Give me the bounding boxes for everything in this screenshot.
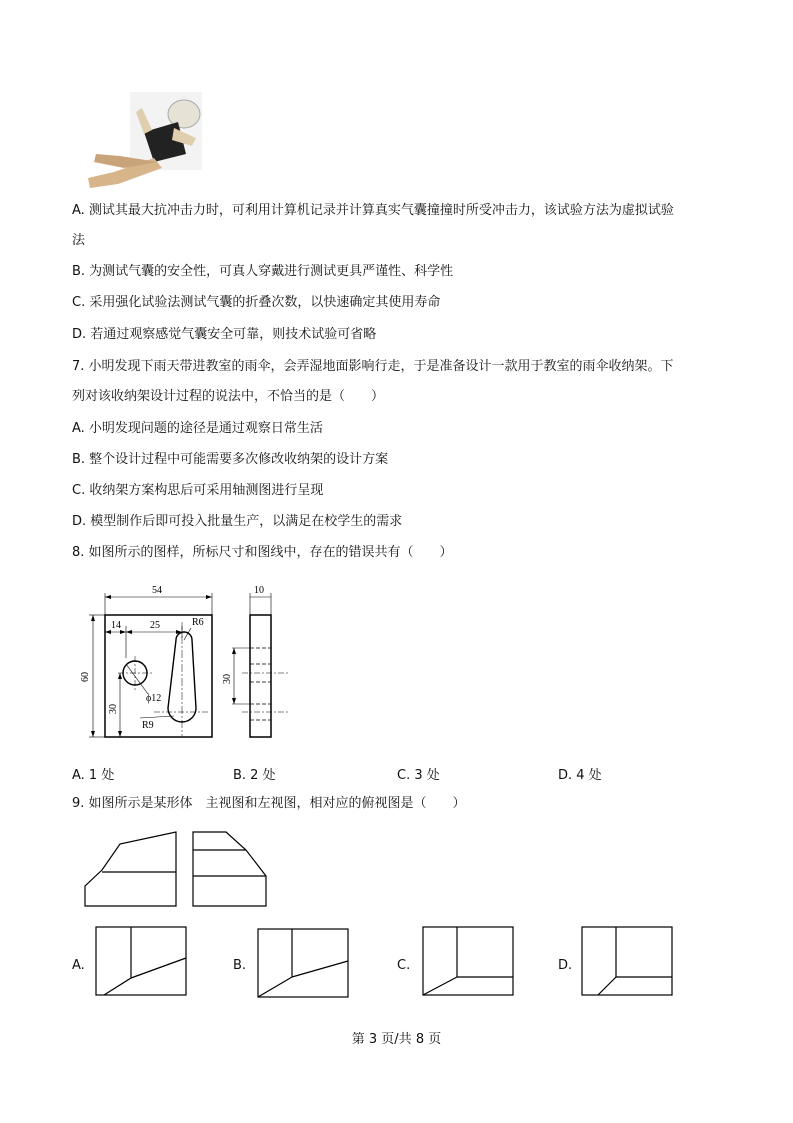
q9-option-b-drawing: [256, 925, 350, 999]
dim-phi12: ϕ12: [146, 693, 162, 704]
q9-option-b-label: B.: [233, 958, 247, 973]
q9-option-a-label: A.: [72, 958, 85, 973]
q7-option-b: B. 整个设计过程中可能需要多次修改收纳架的设计方案: [72, 452, 389, 467]
q7-stem-line2: 列对该收纳架设计过程的说法中，不恰当的是（ ）: [72, 389, 385, 404]
dim-r9: R9: [142, 720, 154, 731]
q7-option-c: C. 收纳架方案构思后可采用轴测图进行呈现: [72, 483, 324, 498]
q9-option-d-label: D.: [558, 958, 573, 973]
q6-option-a-line2: 法: [72, 233, 86, 248]
dim-54: 54: [152, 585, 162, 596]
q6-option-a-line1: A. 测试其最大抗冲击力时，可利用计算机记录并计算真实气囊撞撞时所受冲击力，该试验方法为虚拟试验: [72, 203, 674, 218]
q8-option-c: C. 3 处: [397, 768, 440, 783]
dim-25: 25: [150, 620, 160, 631]
airbag-dummy-photo: [74, 92, 202, 192]
dim-60: 60: [80, 672, 91, 682]
q8-option-b: B. 2 处: [233, 768, 276, 783]
q8-engineering-drawing: [74, 578, 314, 748]
page-footer: 第 3 页/共 8 页: [351, 1032, 442, 1047]
dim-30-side: 30: [222, 674, 233, 684]
q8-option-a: A. 1 处: [72, 768, 115, 783]
dim-10: 10: [254, 585, 264, 596]
q7-stem-line1: 7. 小明发现下雨天带进教室的雨伞，会弄湿地面影响行走，于是准备设计一款用于教室的雨伞收纳架。下: [72, 359, 674, 374]
q9-option-a-drawing: [94, 925, 188, 997]
q9-option-d-drawing: [580, 925, 674, 997]
q6-option-d: D. 若通过观察感觉气囊安全可靠，则技术试验可省略: [72, 327, 377, 342]
dim-r6: R6: [192, 617, 204, 628]
q9-stem: 9. 如图所示是某形体 主视图和左视图，相对应的俯视图是（ ）: [72, 796, 466, 811]
q9-front-view: [82, 830, 178, 910]
q8-option-d: D. 4 处: [558, 768, 602, 783]
q8-stem: 8. 如图所示的图样，所标尺寸和图线中，存在的错误共有（ ）: [72, 545, 453, 560]
q9-left-view: [190, 830, 270, 910]
q6-option-c: C. 采用强化试验法测试气囊的折叠次数，以快速确定其使用寿命: [72, 295, 441, 310]
dim-14: 14: [111, 620, 121, 631]
q6-option-b: B. 为测试气囊的安全性，可真人穿戴进行测试更具严谨性、科学性: [72, 264, 454, 279]
q7-option-d: D. 模型制作后即可投入批量生产，以满足在校学生的需求: [72, 514, 403, 529]
q9-option-c-drawing: [421, 925, 515, 997]
dim-30-main: 30: [108, 704, 119, 714]
q9-option-c-label: C.: [397, 958, 411, 973]
q7-option-a: A. 小明发现问题的途径是通过观察日常生活: [72, 421, 323, 436]
